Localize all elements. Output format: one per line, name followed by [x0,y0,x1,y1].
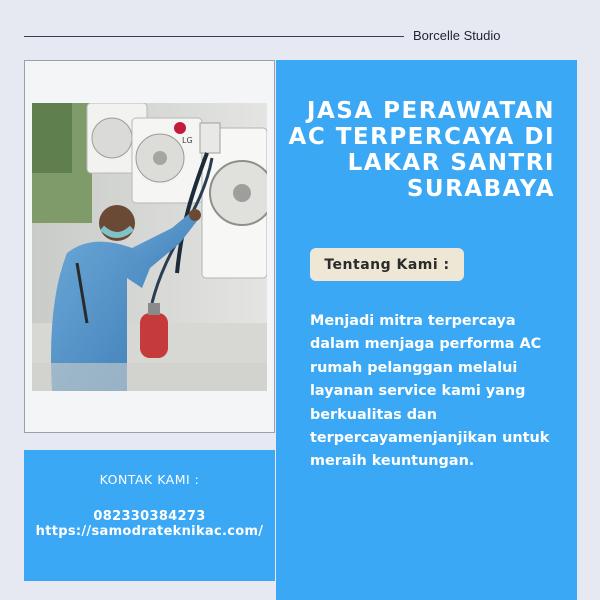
about-description: Menjadi mitra terpercaya dalam menjaga performa AC rumah pelanggan melalui layanan service kami yang berkualitas dan terpercayamenjanjikan untuk meraih keuntungan. [310,313,550,470]
technician-photo [32,103,267,391]
info-panel [276,60,577,600]
page-title: JASA PERAWATAN AC TERPERCAYA DI LAKAR SANTRI SURABAYA [288,98,555,202]
header-divider [24,36,404,37]
contact-website-link[interactable]: https://samodrateknikac.com/ [35,524,264,539]
about-label: Tentang Kami : [310,248,464,281]
contact-box [24,450,275,581]
brand-logo-text: LG [182,136,193,145]
contact-label: KONTAK KAMI : [99,472,200,487]
studio-name: Borcelle Studio [413,28,501,43]
technician-photo-illustration [32,103,267,391]
contact-phone[interactable]: 082330384273 [93,509,206,524]
